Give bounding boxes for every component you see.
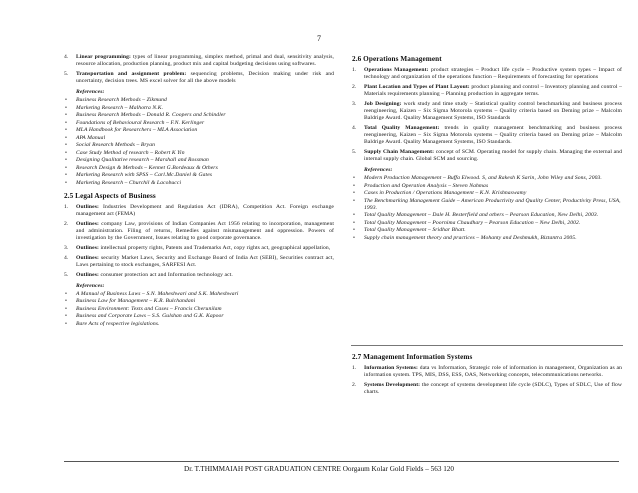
numbered-item xyxy=(352,125,622,146)
reference-item: • Supply chain management theory and practices – Mohanty and Deshmukh, Biztantra 2005. xyxy=(352,235,622,242)
footer-divider xyxy=(64,461,619,462)
item-number: 5. xyxy=(64,271,69,278)
item-number: 2. xyxy=(352,84,357,90)
reference-item: • Modern Production Management – Buffa Elwood. S, and Rakesh K Sarin, John Wiley and Sons, 2003. xyxy=(352,175,622,182)
reference-item: • Bare Acts of respective legislations. xyxy=(64,321,334,328)
reference-item: • MLA Handbook for Researchers – MLA Association xyxy=(64,127,334,134)
reference-item: • Business Law for Management – K.R. Bulchandani xyxy=(64,298,334,305)
item-text: consumer protection act and Information technology act. xyxy=(100,271,233,278)
reference-item: • Business Environment: Texts and Cases – Francis Cherunilam xyxy=(64,306,334,313)
numbered-item xyxy=(64,54,334,68)
reference-item: • Cases in Production / Operations Management – K.N. Krishnaswamy xyxy=(352,190,622,197)
numbered-item xyxy=(64,204,334,218)
item-title: Job Designing: xyxy=(364,101,402,107)
section-title: 2.7 Management Information Systems xyxy=(352,353,473,361)
numbered-item xyxy=(64,255,334,269)
item-title: Systems Development: xyxy=(364,382,421,388)
reference-item: • Foundations of Behavioural Research – F.N. Kerlinger xyxy=(64,120,334,127)
numbered-item xyxy=(352,67,622,81)
references-list xyxy=(352,175,622,242)
reference-item: • Social Research Methods – Bryan xyxy=(64,142,334,149)
left-column xyxy=(64,54,334,328)
item-number: 5. xyxy=(352,149,357,155)
numbered-item xyxy=(352,382,622,396)
numbered-item xyxy=(64,272,334,279)
item-title: Linear programming: xyxy=(76,54,131,60)
item-title: Outlines: xyxy=(76,203,99,210)
item-title: Outlines: xyxy=(76,220,99,227)
item-number: 5. xyxy=(64,71,69,77)
item-text: product planning and control – Inventory planning and control – Materials requirements planning – Planning production in aggregate terms. xyxy=(364,84,623,97)
references-heading: References: xyxy=(76,282,105,289)
item-text: security Market Laws, Security and Exchange Board of India Act (SEBI), Securities contract act, Laws pertaining to stock exchanges, SARFESI Act. xyxy=(76,254,335,268)
reference-item: • Business Research Methods – Zikmund xyxy=(64,97,334,104)
item-title: Plant Location and Types of Plant Layout: xyxy=(364,84,470,90)
page-footer: Dr. T.THIMMAIAH POST GRADUATION CENTRE Oorgaum Kolar Gold Fields – 563 120 xyxy=(184,465,454,473)
item-number: 4. xyxy=(352,125,357,131)
legal-aspects-items xyxy=(64,204,334,279)
reference-item: • Marketing Research with SPSS – Carl.Mc.Daniel & Gates xyxy=(64,172,334,179)
reference-item: • A Manual of Business Laws – S.N. Maheshwari and S.K. Maheshwari xyxy=(64,291,334,298)
reference-item: • Total Quality Management – Dale H. Besterfield and others – Pearson Education, New Delhi, 2003. xyxy=(352,212,622,219)
numbered-item xyxy=(352,101,622,122)
reference-item: • Total Quality Management – Sridhar Bhatt. xyxy=(352,227,622,234)
item-number: 1. xyxy=(352,67,357,73)
numbered-item xyxy=(64,245,334,252)
item-text: data vs Information, Strategic role of information in management, Organization as an information system. TPS, MIS, DSS, ESS, OAS, Networking concepts, telecommunications networks. xyxy=(364,365,622,378)
item-number: 4. xyxy=(64,254,69,261)
references-heading: References: xyxy=(76,89,105,95)
reference-item: • Production and Operation Analysis – Steven Nahmas xyxy=(352,183,622,190)
item-text: trends in quality management benchmarking and business process reengineering, Kaizen – Six Sigma Motorola systems – Quality criteria based on Deming prize – Malcolm Baldrige Award. Quality Management Systems, ISO Standards. xyxy=(364,125,623,145)
reference-item: • APA Manual xyxy=(64,135,334,142)
item-title: Operations Management: xyxy=(364,67,429,73)
section-title: 2.6 Operations Management xyxy=(352,55,442,63)
page-number: 7 xyxy=(317,34,321,43)
item-text: Industries Development and Regulation Act (IDRA), Competition Act. Foreign exchange management act (FEMA) xyxy=(76,203,334,217)
item-text: work study and time study – Statistical quality control benchmarking and business process reengineering, Kaizen – Six Sigma Motorola systems – Quality criteria based on Deming prize – Malcolm Baldrige Award. Quality Management Systems, ISO Standards xyxy=(364,101,622,121)
mis-items xyxy=(352,365,622,396)
item-number: 1. xyxy=(64,203,69,210)
item-title: Total Quality Management: xyxy=(364,125,440,131)
item-text: the concept of systems development life cycle (SDLC), Types of SDLC, Use of flow charts. xyxy=(364,382,623,395)
item-number: 2. xyxy=(352,382,357,388)
reference-item: • Business and Corporate Laws – S.S. Gulshan and G.K. Kapoor xyxy=(64,313,334,320)
reference-item: • Business Research Methods – Donald R. Coopers and Schindler xyxy=(64,112,334,119)
numbered-item xyxy=(352,365,622,379)
numbered-item xyxy=(64,71,334,85)
references-list xyxy=(64,97,334,187)
item-text: company Law, provisions of Indian Companies Act 1956 relating to incorporation, management and administration. Filing of returns, Remedies against mismanagement and oppression. Powers of investigation by the Government, Issues relating to good corporate governance. xyxy=(76,220,334,241)
item-text: concept of SCM. Operating model for supply chain. Managing the external and internal supply chain. Global SCM and sourcing. xyxy=(364,149,622,162)
right-column-lower xyxy=(352,352,622,399)
reference-item: • Research Design & Methods – Kennet G.Bordeaux & Others xyxy=(64,165,334,172)
item-title: Supply Chain Management: xyxy=(364,149,435,155)
item-number: 1. xyxy=(352,365,357,371)
numbered-item xyxy=(352,149,622,163)
item-text: product strategies – Product life cycle – Productive system types – Impact of technology and organization of the operations function – Requirements of forecasting for operations xyxy=(364,67,622,80)
item-number: 4. xyxy=(64,54,69,60)
item-title: Outlines: xyxy=(76,254,99,261)
reference-item: • The Benchmarking Management Guide – American Productivity and Quality Center, Productivity Press, USA, 1993. xyxy=(352,198,622,212)
right-column xyxy=(352,54,622,242)
item-text: types of linear programming, simplex method, primal and dual, sensitivity analysis, resource allocation, production planning, product mix and capital budgeting decisions using softwares. xyxy=(76,54,334,67)
item-number: 3. xyxy=(64,244,69,251)
item-title: Transportation and assignment problem: xyxy=(76,71,187,77)
numbered-item xyxy=(352,84,622,98)
item-number: 3. xyxy=(352,101,357,107)
item-text: sequencing problems, Decision making under risk and uncertainty, decision trees. MS excel solver for all the above models xyxy=(76,71,334,84)
reference-item: • Marketing Research – Churchil & Lacobucci xyxy=(64,180,334,187)
reference-item: • Total Quality Management – Poornima Chaudhary – Pearson Education – New Delhi, 2002. xyxy=(352,220,622,227)
numbered-item xyxy=(64,221,334,242)
item-title: Outlines: xyxy=(76,271,99,278)
item-title: Outlines: xyxy=(76,244,99,251)
references-heading: References: xyxy=(364,167,393,173)
reference-item: • Designing Qualitative research – Marshall and Rossman xyxy=(64,157,334,164)
item-title: Information Systems: xyxy=(364,365,419,371)
section-title: 2.5 Legal Aspects of Business xyxy=(64,191,156,200)
item-text: intellectual property rights, Patents and Trademarks Act, copy rights act, geographical appellation, xyxy=(100,244,331,251)
item-number: 2. xyxy=(64,220,69,227)
operations-items xyxy=(352,67,622,163)
reference-item: • Case Study Method of research – Robert K Yin xyxy=(64,150,334,157)
reference-item: • Marketing Research – Malhotra N.K. xyxy=(64,105,334,112)
section-divider xyxy=(351,345,623,346)
left-items-top xyxy=(64,54,334,85)
references-list xyxy=(64,291,334,328)
